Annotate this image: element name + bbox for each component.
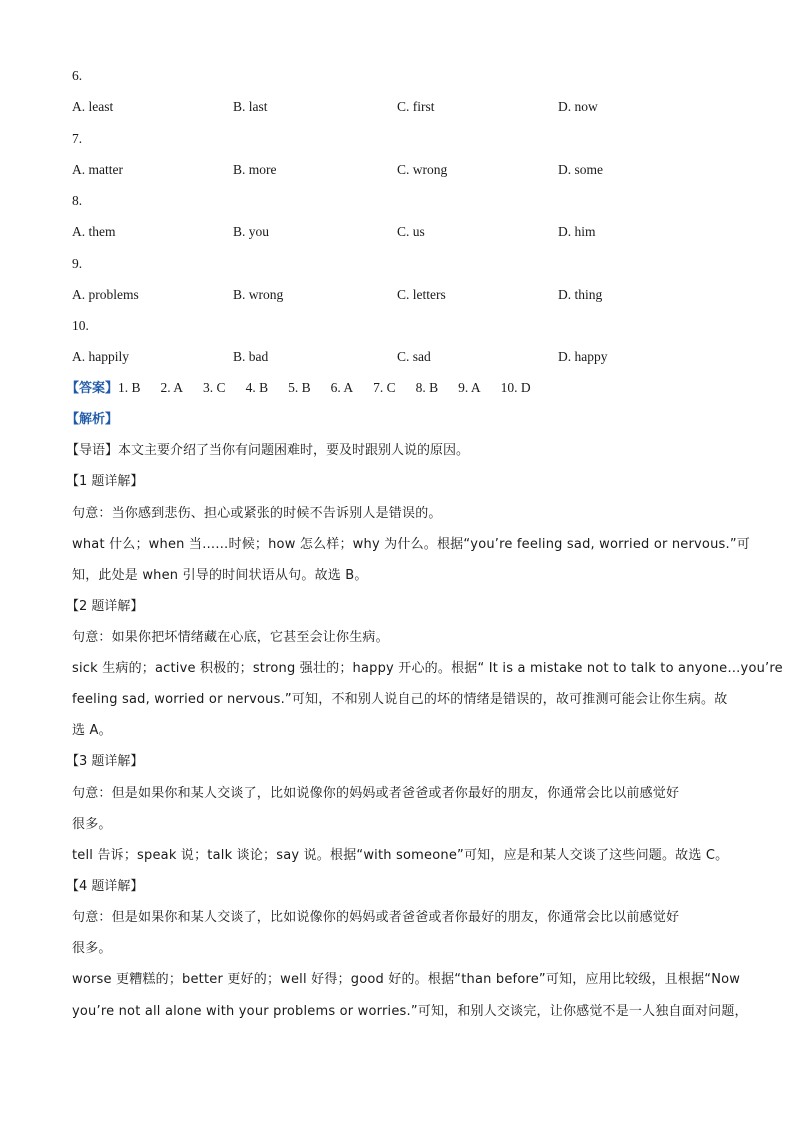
option-d: D. some [558,162,603,177]
option-b: B. wrong [233,287,284,302]
option-d: D. thing [558,287,603,302]
option-c: C. wrong [397,162,448,177]
detail-4-line: 很多。 [72,941,112,956]
option-b: B. last [233,99,268,114]
answer-label: 【答案】 [66,381,119,396]
option-c: C. sad [397,349,431,364]
detail-2-line: 选 A。 [72,723,112,738]
options-row [72,162,732,178]
option-a: A. least [72,99,114,114]
answer-item: 8. B [415,380,439,395]
detail-1-line: what 什么；when 当……时候；how 怎么样；why 为什么。根据“you’re feeling sad, worried or nervous.”可 [72,537,750,552]
detail-4-line: worse 更糟糕的；better 更好的；well 好得；good 好的。根据“than before”可知，应用比较级，且根据“Now [72,972,741,987]
option-a: A. them [72,224,116,239]
detail-heading-3: 【3 题详解】 [66,754,144,769]
options-row [72,99,732,115]
detail-2-line: sick 生病的；active 积极的；strong 强壮的；happy 开心的。根据“ It is a mistake not to talk to anyone…you’re [72,661,783,676]
detail-heading-1: 【1 题详解】 [66,474,144,489]
answer-item: 1. B [118,380,141,395]
detail-4-line: you’re not all alone with your problems or worries.”可知，和别人交谈完，让你感觉不是一人独自面对问题， [72,1004,748,1019]
detail-2-line: 句意：如果你把坏情绪藏在心底，它甚至会让你生病。 [72,630,389,645]
options-row [72,349,732,365]
question-number: 6. [72,68,83,83]
detail-3-line: 句意：但是如果你和某人交谈了，比如说像你的妈妈或者爸爸或者你最好的朋友，你通常会比以前感觉好 [72,786,680,801]
answer-item: 2. A [160,380,184,395]
question-number: 10. [72,318,89,333]
detail-1-line: 句意：当你感到悲伤、担心或紧张的时候不告诉别人是错误的。 [72,506,442,521]
question-number: 7. [72,131,83,146]
option-c: C. letters [397,287,446,302]
question-number: 9. [72,256,83,271]
option-b: B. more [233,162,277,177]
answer-item: 7. C [373,380,396,395]
option-a: A. matter [72,162,123,177]
answer-key [66,380,551,397]
detail-3-line: 很多。 [72,817,112,832]
detail-1-line: 知，此处是 when 引导的时间状语从句。故选 B。 [72,568,368,583]
detail-3-line: tell 告诉；speak 说；talk 谈论；say 说。根据“with someone”可知，应是和某人交谈了这些问题。故选 C。 [72,848,729,863]
answer-item: 5. B [288,380,311,395]
detail-heading-2: 【2 题详解】 [66,599,144,614]
answer-item: 6. A [330,380,354,395]
answer-item: 10. D [500,380,531,395]
answer-item: 4. B [245,380,269,395]
options-row [72,224,732,240]
option-b: B. bad [233,349,269,364]
answer-item: 3. C [203,380,226,395]
detail-4-line: 句意：但是如果你和某人交谈了，比如说像你的妈妈或者爸爸或者你最好的朋友，你通常会比以前感觉好 [72,910,680,925]
answer-item: 9. A [458,380,481,395]
option-c: C. us [397,224,425,239]
analysis-label: 【解析】 [66,412,119,427]
option-c: C. first [397,99,435,114]
option-d: D. him [558,224,596,239]
option-d: D. now [558,99,598,114]
detail-2-line: feeling sad, worried or nervous.”可知，不和别人说自己的坏的情绪是错误的，故可推测可能会让你生病。故 [72,692,728,707]
question-number: 8. [72,193,83,208]
lead-in-paragraph: 【导语】本文主要介绍了当你有问题困难时，要及时跟别人说的原因。 [66,443,470,458]
options-row [72,287,732,303]
option-d: D. happy [558,349,608,364]
option-a: A. happily [72,349,129,364]
detail-heading-4: 【4 题详解】 [66,879,144,894]
option-a: A. problems [72,287,139,302]
option-b: B. you [233,224,270,239]
